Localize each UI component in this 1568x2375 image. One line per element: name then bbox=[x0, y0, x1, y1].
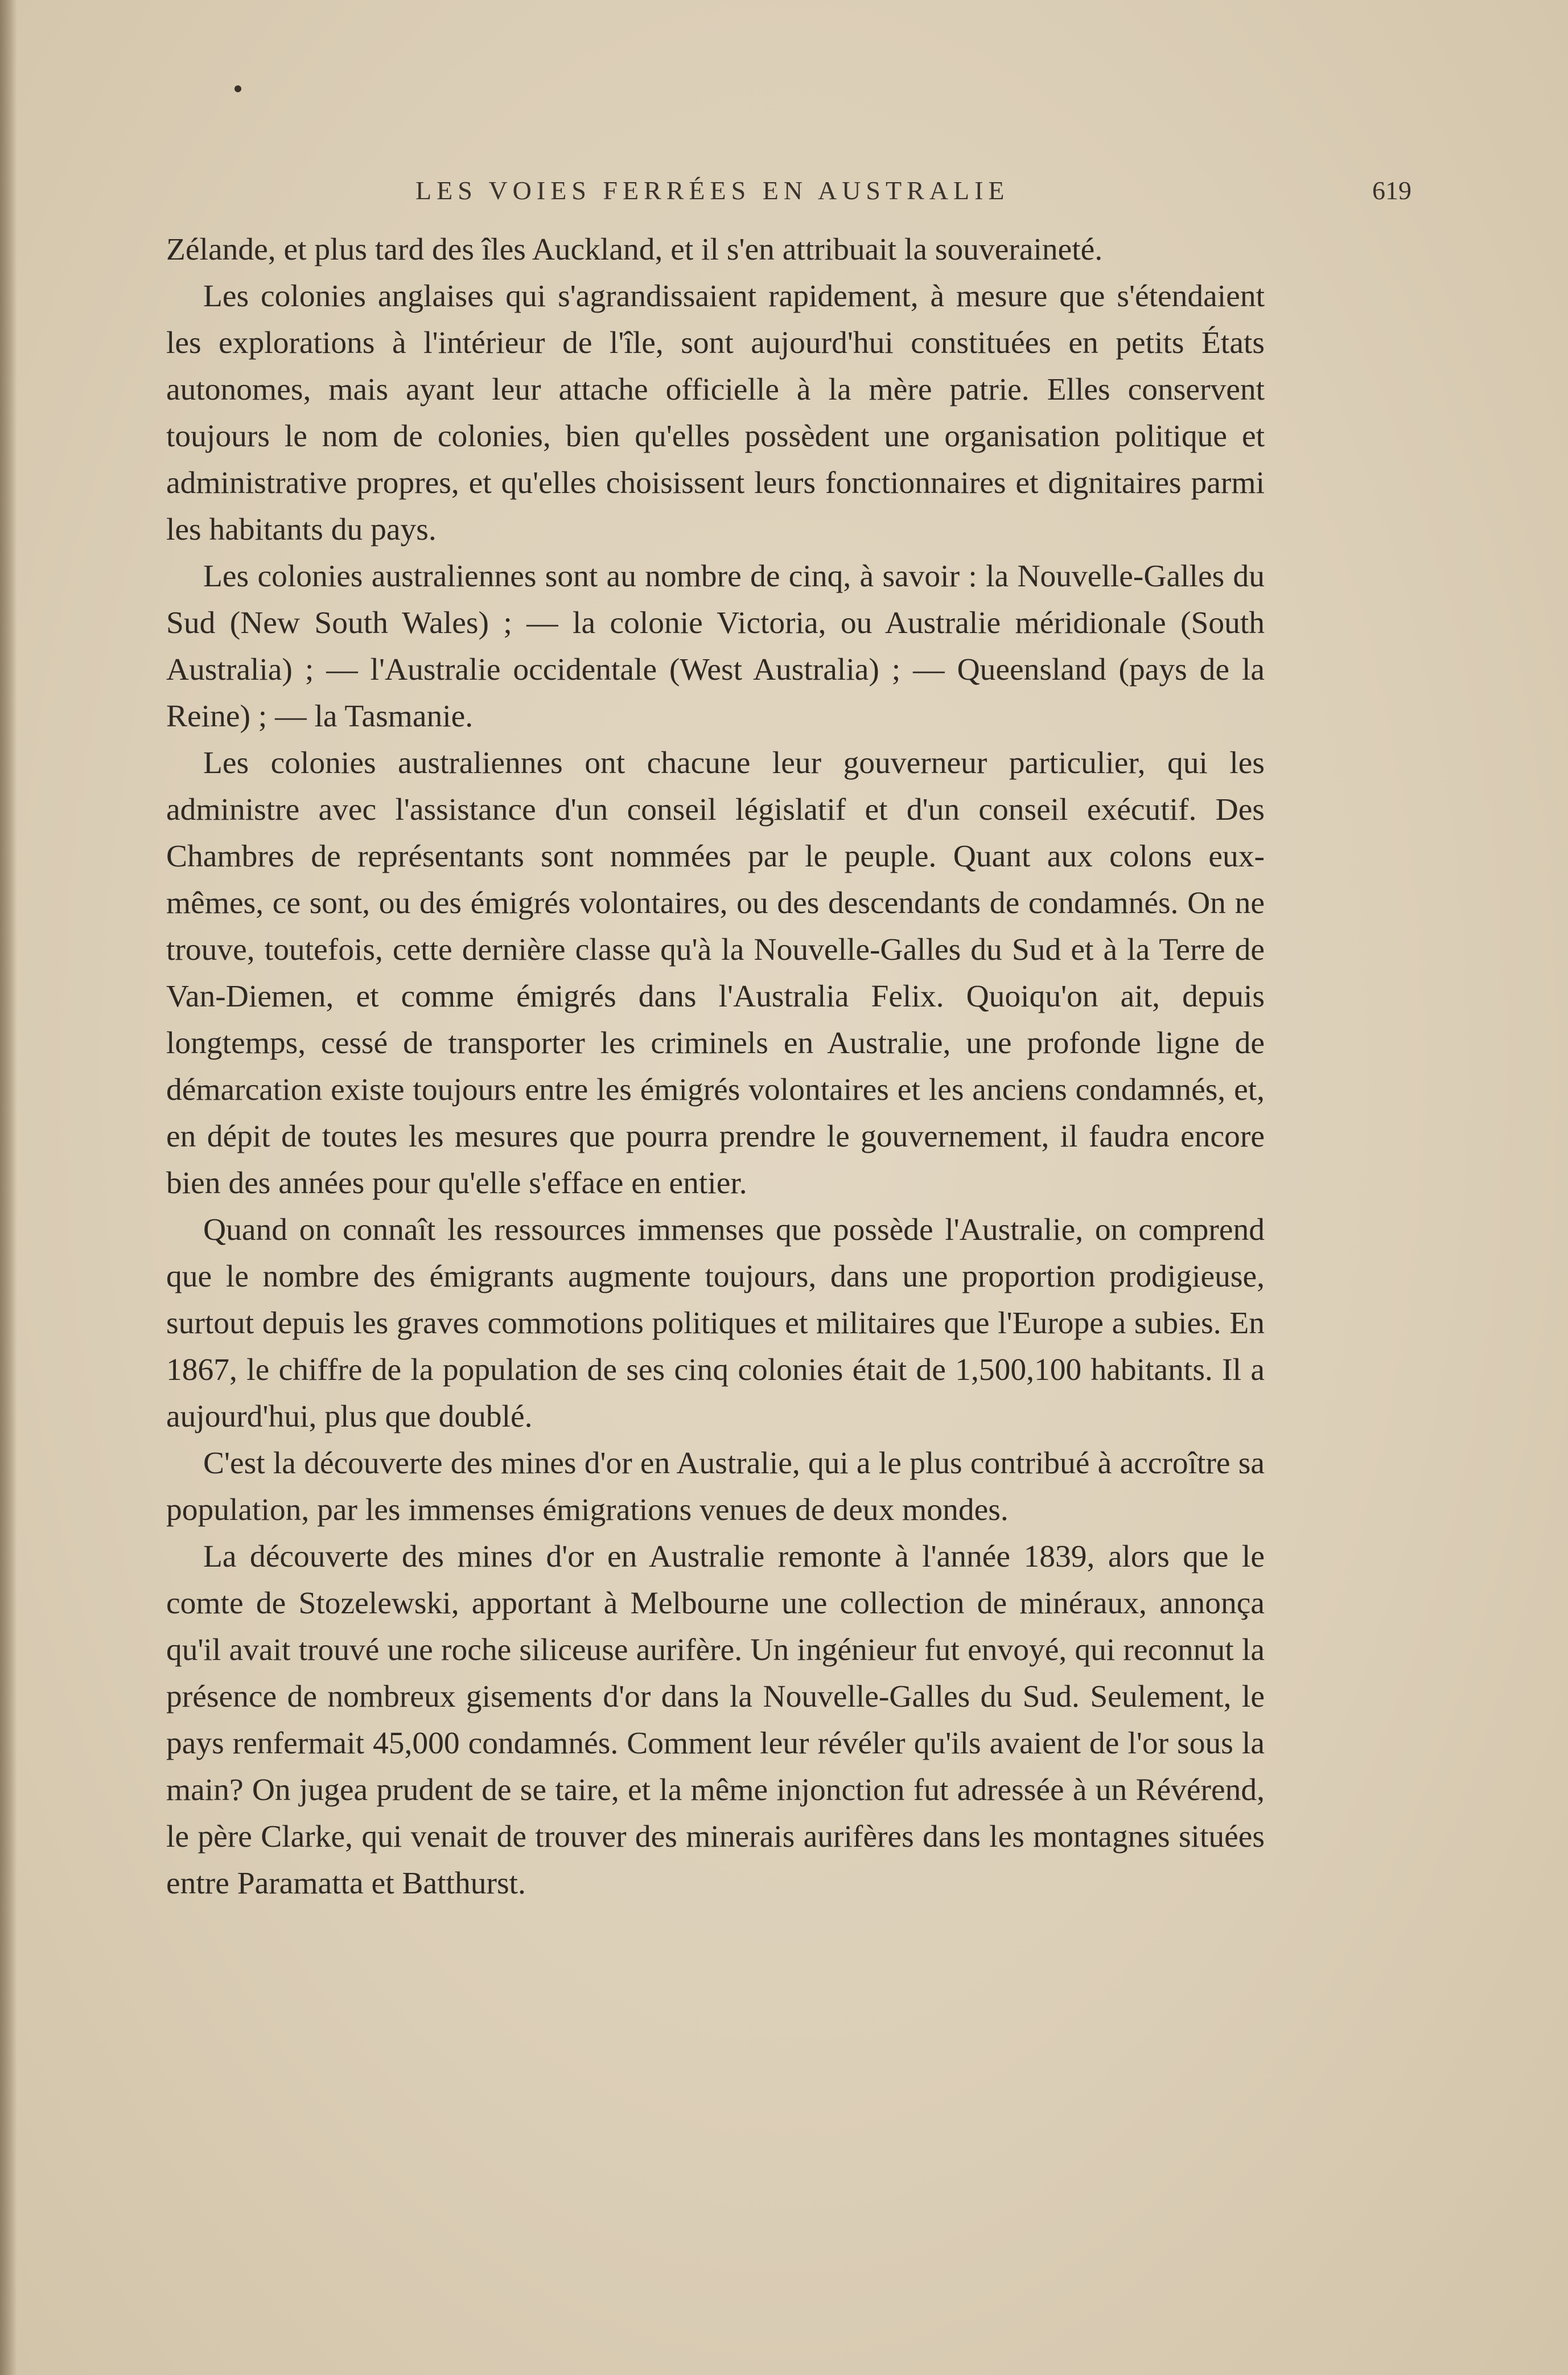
page-number: 619 bbox=[1372, 176, 1411, 205]
paragraph: C'est la découverte des mines d'or en Australie, qui a le plus contribué à accroître sa population, par les immenses émigrations venues de deux mondes. bbox=[166, 1446, 1265, 1527]
paragraph: Quand on connaît les ressources immenses que possède l'Australie, on comprend que le nombre des émigrants augmente toujours, dans une proportion prodigieuse, surtout depuis les graves commotions politiques et militaires que l'Europe a subies. En 1867, le chiffre de la population de ses cinq colonies était de 1,500,100 habitants. Il a aujourd'hui, plus que doublé. bbox=[166, 1213, 1265, 1434]
paragraph-continuation: Zélande, et plus tard des îles Auckland, et il s'en attribuait la souveraineté. bbox=[166, 232, 1103, 267]
body-text bbox=[166, 227, 1265, 1907]
page-binding-edge bbox=[0, 0, 17, 2375]
ink-speck bbox=[234, 85, 241, 92]
running-header bbox=[165, 175, 1423, 209]
paragraph: Les colonies anglaises qui s'agrandissaient rapidement, à mesure que s'étendaient les explorations à l'intérieur de l'île, sont aujourd'hui constituées en petits États autonomes, mais ayant leur attache officielle à la mère patrie. Elles conservent toujours le nom de colonies, bien qu'elles possèdent une organisation politique et administrative propres, et qu'elles choisissent leurs fonctionnaires et dignitaires parmi les habitants du pays. bbox=[166, 279, 1265, 547]
paragraph: Les colonies australiennes ont chacune leur gouverneur particulier, qui les administre avec l'assistance d'un conseil législatif et d'un conseil exécutif. Des Chambres de représentants sont nommées par le peuple. Quant aux colons eux-mêmes, ce sont, ou des émigrés volontaires, ou des descendants de condamnés. On ne trouve, toutefois, cette dernière classe qu'à la Nouvelle-Galles du Sud et à la Terre de Van-Diemen, et comme émigrés dans l'Australia Felix. Quoiqu'on ait, depuis longtemps, cessé de transporter les criminels en Australie, une profonde ligne de démarcation existe toujours entre les émigrés volontaires et les anciens condamnés, et, en dépit de toutes les mesures que pourra prendre le gouvernement, il faudra encore bien des années pour qu'elle s'efface en entier. bbox=[166, 746, 1265, 1201]
running-title: LES VOIES FERRÉES EN AUSTRALIE bbox=[415, 176, 1010, 205]
paragraph: Les colonies australiennes sont au nombre de cinq, à savoir : la Nouvelle-Galles du Sud (New South Wales) ; — la colonie Victoria, ou Australie méridionale (South Australia) ; — l'Australie occidentale (West Australia) ; — Queensland (pays de la Reine) ; — la Tasmanie. bbox=[166, 559, 1265, 734]
paragraph: La découverte des mines d'or en Australie remonte à l'année 1839, alors que le comte de Stozelewski, apportant à Melbourne une collection de minéraux, annonça qu'il avait trouvé une roche siliceuse aurifère. Un ingénieur fut envoyé, qui reconnut la présence de nombreux gisements d'or dans la Nouvelle-Galles du Sud. Seulement, le pays renfermait 45,000 condamnés. Comment leur révéler qu'ils avaient de l'or sous la main? On jugea prudent de se taire, et la même injonction fut adressée à un Révérend, le père Clarke, qui venait de trouver des minerais aurifères dans les montagnes situées entre Paramatta et Batthurst. bbox=[166, 1539, 1265, 1901]
